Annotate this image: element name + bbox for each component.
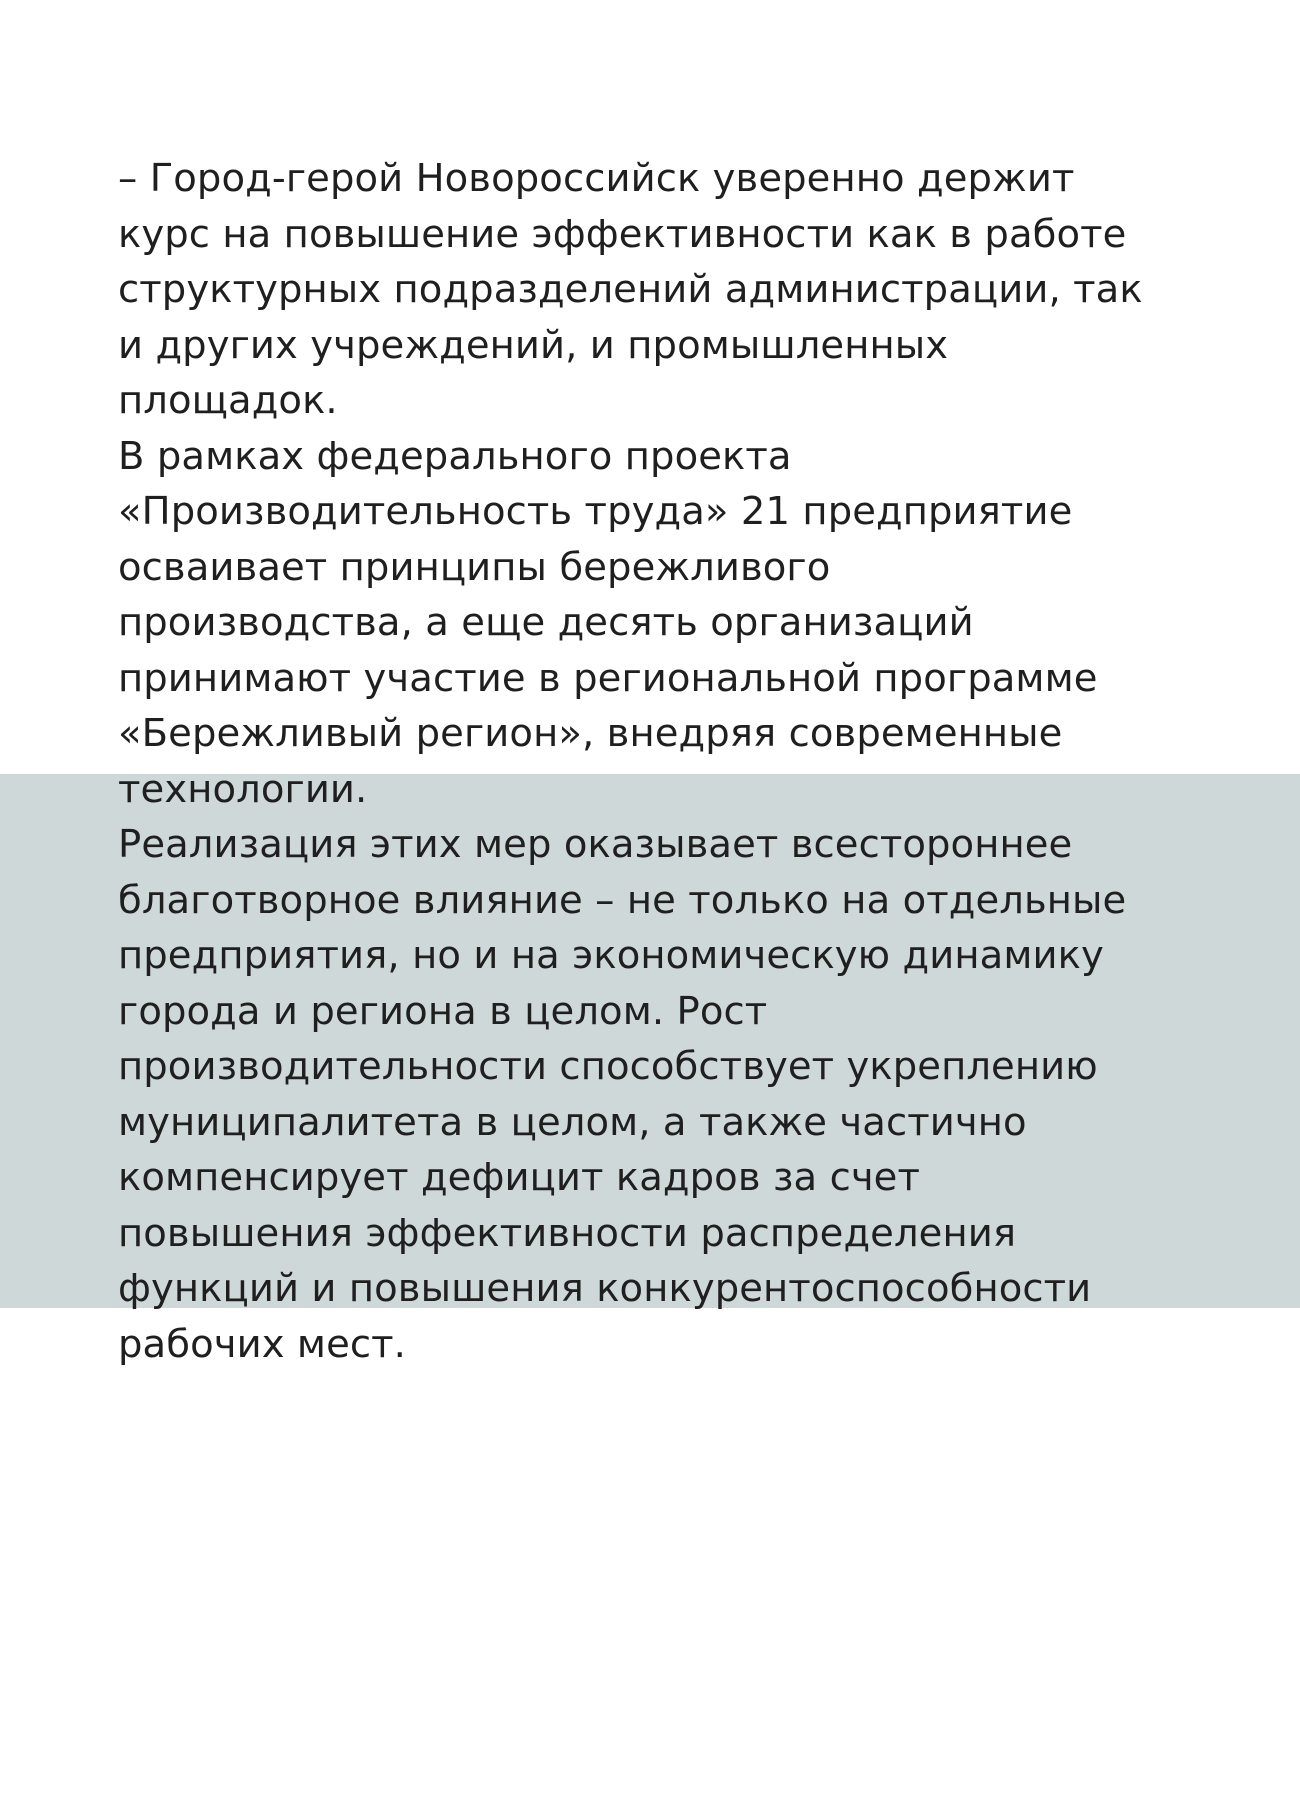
- text-line: «Бережливый регион», внедряя современные: [118, 711, 1063, 756]
- text-line: площадок.: [118, 378, 338, 423]
- text-line: технологии.: [118, 766, 368, 812]
- text-line: благотворное влияние – не только на отдельные: [118, 877, 1127, 923]
- text-line: – Город-герой Новороссийск уверенно держит: [118, 156, 1075, 201]
- text-line: Реализация этих мер оказывает всестороннее: [118, 822, 1073, 867]
- text-line: предприятия, но и на экономическую динамику: [118, 933, 1104, 978]
- text-line: и других учреждений, и промышленных: [118, 322, 949, 368]
- text-line: «Производительность труда» 21 предприятие: [118, 489, 1073, 534]
- text-line: компенсирует дефицит кадров за счет: [118, 1155, 920, 1200]
- text-line: осваивает принципы бережливого: [118, 544, 831, 590]
- article-text: [118, 151, 1143, 1372]
- text-line: производства, а еще десять организаций: [118, 600, 974, 645]
- text-line: производительности способствует укреплению: [118, 1044, 1098, 1089]
- text-line: курс на повышение эффективности как в работе: [118, 211, 1127, 257]
- text-line: муниципалитета в целом, а также частично: [118, 1099, 1027, 1145]
- text-line: повышения эффективности распределения: [118, 1210, 1017, 1256]
- text-line: структурных подразделений администрации, так: [118, 267, 1143, 312]
- text-line: города и региона в целом. Рост: [118, 988, 768, 1034]
- text-line: функций и повышения конкурентоспособности: [118, 1266, 1092, 1311]
- text-line: рабочих мест.: [118, 1321, 406, 1367]
- text-line: В рамках федерального проекта: [118, 433, 792, 479]
- text-line: принимают участие в региональной программе: [118, 655, 1098, 701]
